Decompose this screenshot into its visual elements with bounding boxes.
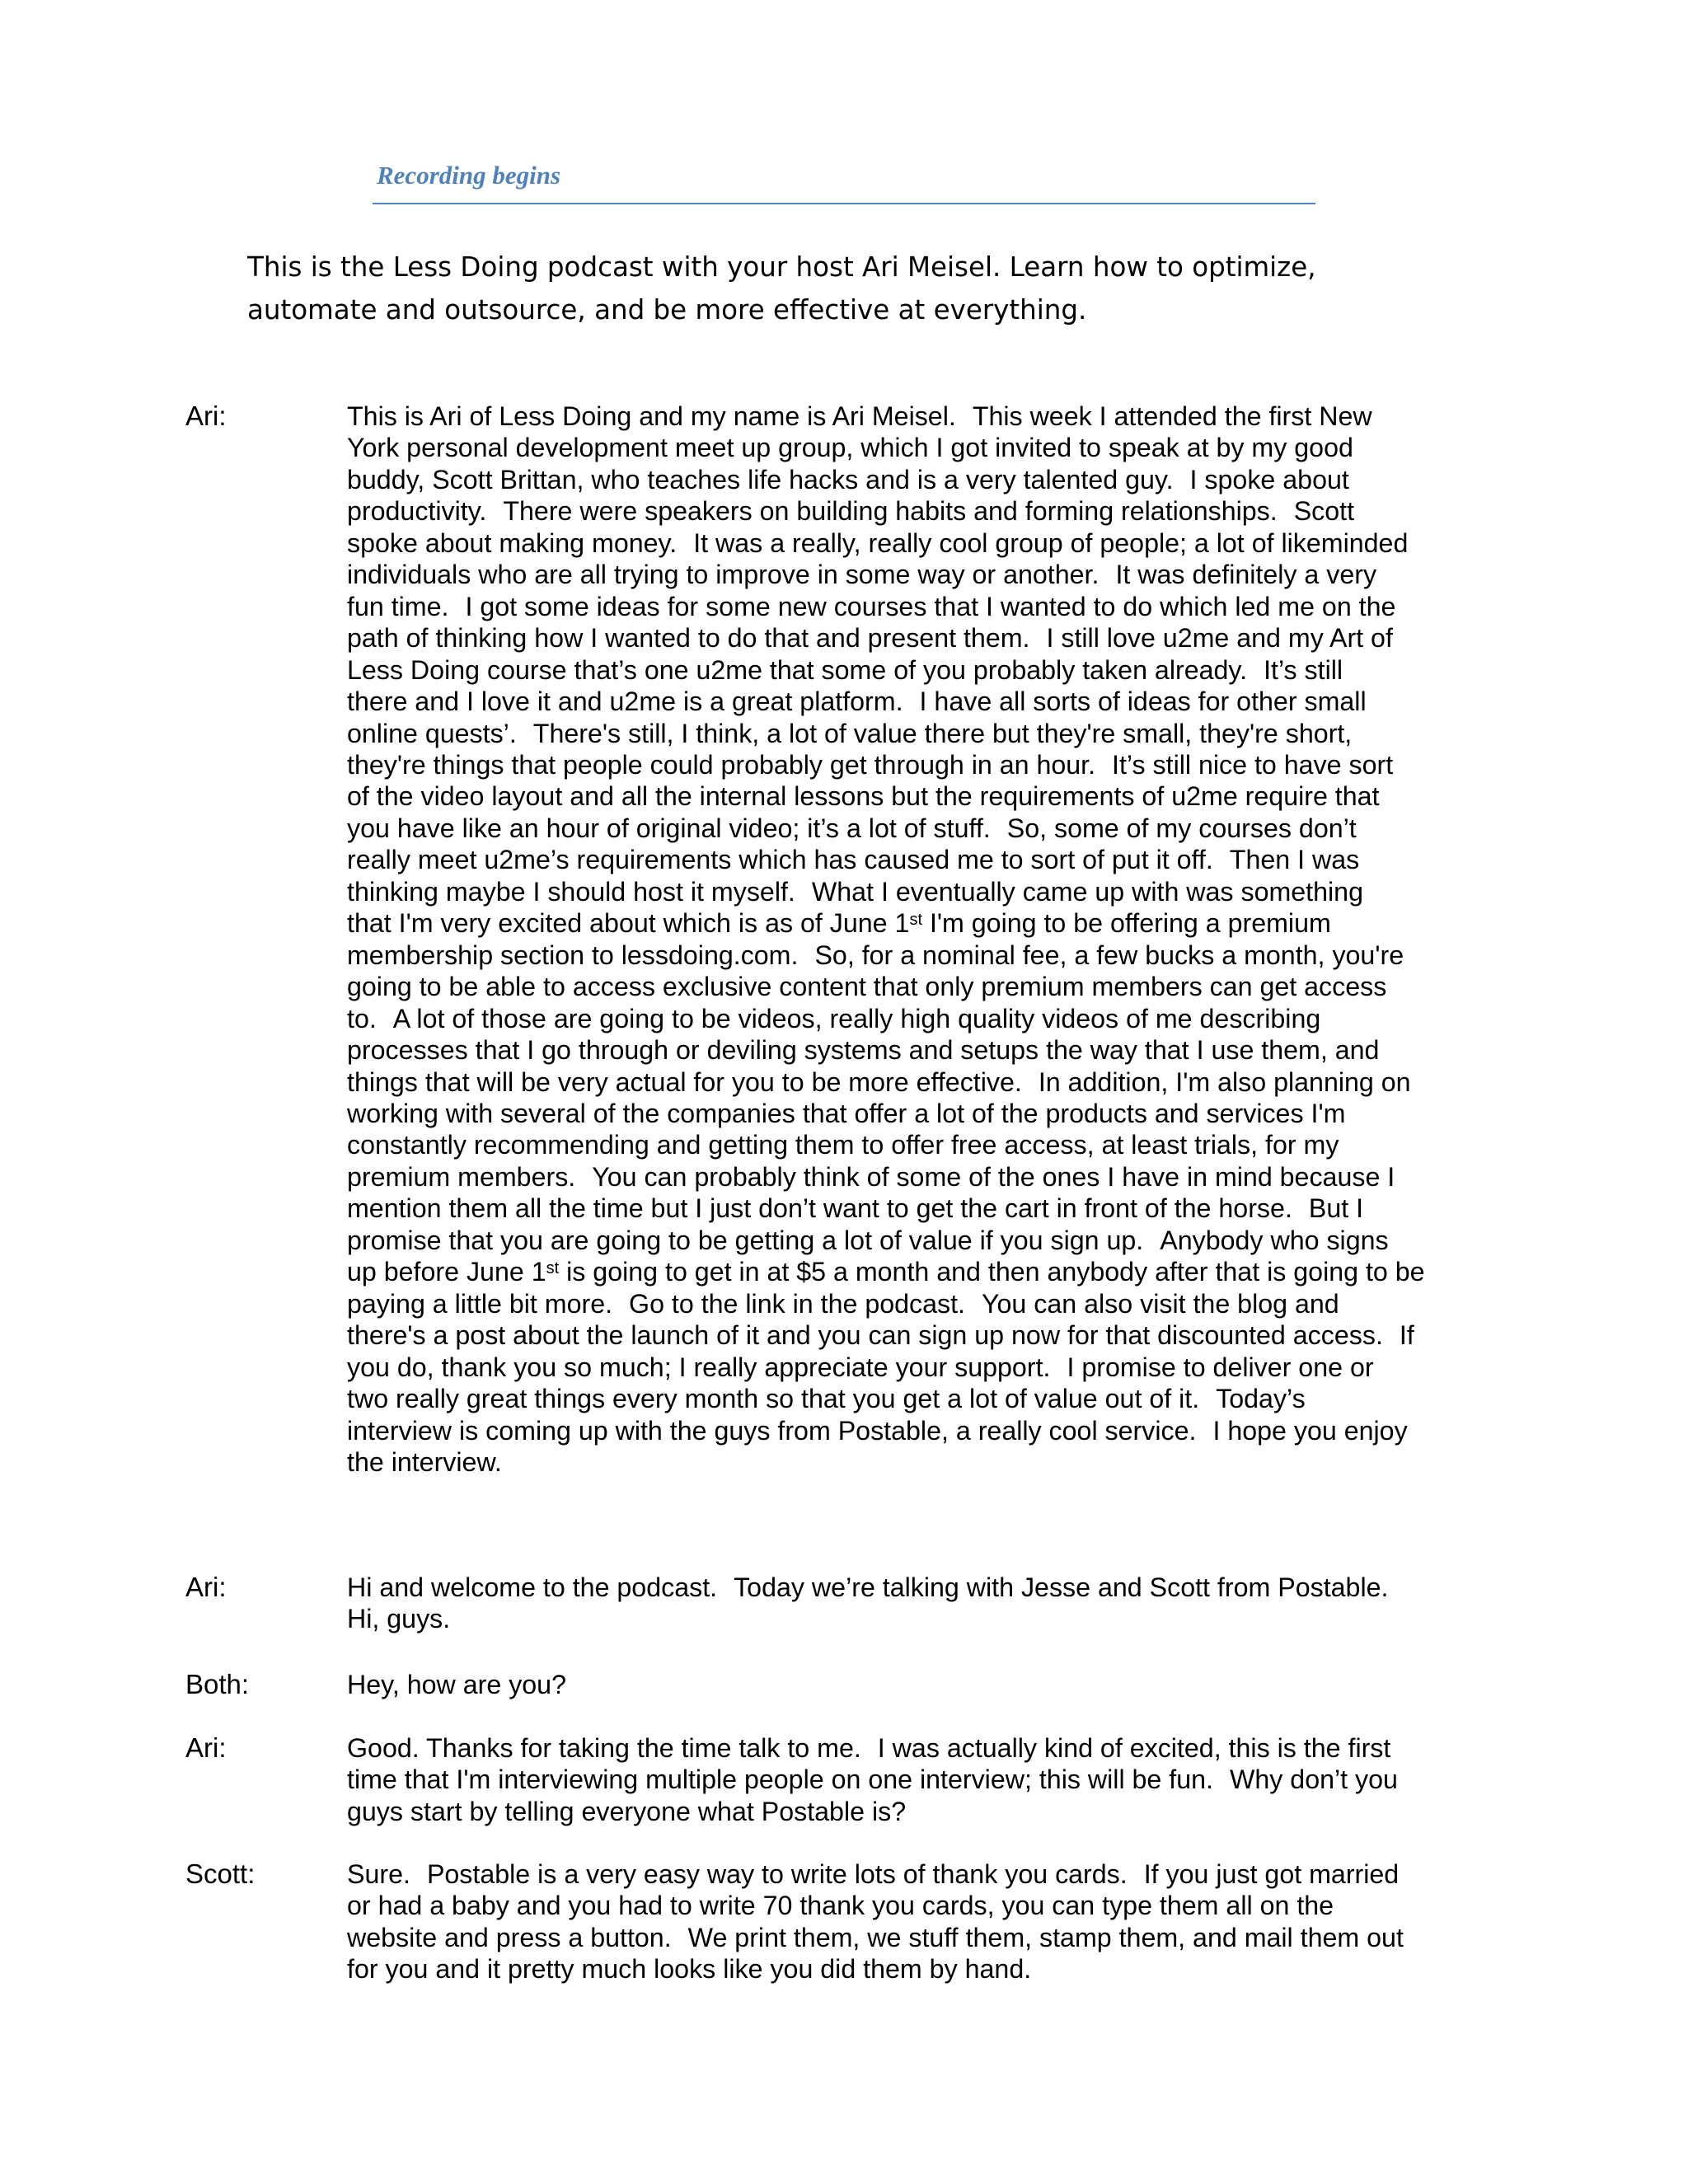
transcript-line: really meet u2me’s requirements which has caused me to sort of put it off. Then I was: [347, 845, 1360, 875]
transcript-line: you have like an hour of original video; it’s a lot of stuff. So, some of my courses don’t: [347, 813, 1357, 843]
transcript-line: working with several of the companies that offer a lot of the products and services I'm: [347, 1098, 1346, 1128]
transcript-line: interview is coming up with the guys from Postable, a really cool service. I hope you enjoy: [347, 1415, 1408, 1446]
transcript-line: of the video layout and all the internal lessons but the requirements of u2me require that: [347, 781, 1380, 812]
transcript-line: productivity. There were speakers on building habits and forming relationships. Scott: [347, 496, 1355, 527]
transcript-line: Hey, how are you?: [347, 1670, 566, 1699]
transcript-line: promise that you are going to be getting a lot of value if you sign up. Anybody who signs: [347, 1225, 1389, 1255]
intro-paragraph: [247, 246, 1401, 331]
transcript-line: you do, thank you so much; I really appreciate your support. I promise to deliver one or: [347, 1352, 1374, 1382]
transcript-line: Hi and welcome to the podcast. Today we’re talking with Jesse and Scott from Postable.: [347, 1572, 1389, 1602]
transcript-line: buddy, Scott Brittan, who teaches life hacks and is a very talented guy. I spoke about: [347, 464, 1349, 494]
transcript-line: membership section to lessdoing.com. So, for a nominal fee, a few bucks a month, you're: [347, 940, 1404, 970]
transcript-line: that I'm very excited about which is as of June 1st I'm going to be offering a premium: [347, 908, 1331, 939]
transcript-line: processes that I go through or deviling systems and setups the way that I use them, and: [347, 1035, 1380, 1066]
transcript-line: constantly recommending and getting them to offer free access, at least trials, for my: [347, 1130, 1339, 1160]
transcript-line: Less Doing course that’s one u2me that some of you probably taken already. It’s still: [347, 654, 1343, 685]
transcript-line: to. A lot of those are going to be videos, really high quality videos of me describing: [347, 1003, 1321, 1033]
turn-text: [347, 1732, 1398, 1827]
intro-line: automate and outsource, and be more effective at everything.: [247, 294, 1087, 326]
transcript-line: spoke about making money. It was a really, really cool group of people; a lot of likeminded: [347, 527, 1409, 558]
section-header: [373, 157, 1315, 204]
transcript-line: thinking maybe I should host it myself. What I eventually came up with was something: [347, 876, 1363, 907]
transcript-line: premium members. You can probably think of some of the ones I have in mind because I: [347, 1161, 1395, 1192]
header-title: Recording begins: [377, 161, 561, 190]
speaker-label: Ari:: [185, 1732, 227, 1763]
speaker-label: Ari:: [185, 401, 227, 431]
speaker-label: Ari:: [185, 1572, 227, 1602]
transcript-line: fun time. I got some ideas for some new courses that I wanted to do which led me on the: [347, 591, 1396, 621]
transcript-line: This is Ari of Less Doing and my name is Ari Meisel. This week I attended the first New: [347, 401, 1372, 431]
transcript-line: for you and it pretty much looks like you did them by hand.: [347, 1954, 1032, 1985]
transcript-line: guys start by telling everyone what Postable is?: [347, 1796, 907, 1826]
transcript-line: website and press a button. We print them, we stuff them, stamp them, and mail them out: [347, 1922, 1404, 1952]
transcript-line: the interview.: [347, 1446, 502, 1477]
transcript-line: things that will be very actual for you to be more effective. In addition, I'm also planning on: [347, 1066, 1411, 1097]
transcript-line: York personal development meet up group, which I got invited to speak at by my good: [347, 433, 1353, 463]
transcript-line: they're things that people could probably get through in an hour. It’s still nice to have sort: [347, 749, 1394, 780]
transcript-line: Sure. Postable is a very easy way to write lots of thank you cards. If you just got married: [347, 1859, 1400, 1889]
transcript-line: going to be able to access exclusive content that only premium members can get access: [347, 972, 1387, 1002]
transcript-line: paying a little bit more. Go to the link in the podcast. You can also visit the blog and: [347, 1288, 1339, 1319]
transcript-line: there and I love it and u2me is a great platform. I have all sorts of ideas for other small: [347, 687, 1367, 717]
transcript-line: online quests’. There's still, I think, a lot of value there but they're small, they're short,: [347, 718, 1353, 748]
turn-text: [347, 1669, 566, 1700]
transcript-line: time that I'm interviewing multiple people on one interview; this will be fun. Why don’t you: [347, 1765, 1398, 1795]
transcript-line: mention them all the time but I just don’t want to get the cart in front of the horse. But I: [347, 1193, 1364, 1224]
transcript-line: up before June 1st is going to get in at $5 a month and then anybody after that is going to be: [347, 1257, 1425, 1287]
turn-text: [347, 401, 1425, 1478]
transcript-line: Good. Thanks for taking the time talk to me. I was actually kind of excited, this is the first: [347, 1733, 1391, 1763]
transcript-line: or had a baby and you had to write 70 thank you cards, you can type them all on the: [347, 1891, 1334, 1921]
transcript-line: two really great things every month so that you get a lot of value out of it. Today’s: [347, 1384, 1306, 1414]
turn-text: [347, 1858, 1404, 1985]
transcript-line: path of thinking how I wanted to do that and present them. I still love u2me and my Art of: [347, 623, 1393, 654]
transcript-line: there's a post about the launch of it and you can sign up now for that discounted access. If: [347, 1320, 1414, 1351]
speaker-label: Both:: [185, 1669, 250, 1699]
speaker-label: Scott:: [185, 1858, 256, 1889]
transcript-line: individuals who are all trying to improve in some way or another. It was definitely a very: [347, 560, 1377, 590]
transcript-line: Hi, guys.: [347, 1604, 451, 1634]
turn-text: [347, 1572, 1388, 1635]
intro-line: This is the Less Doing podcast with your host Ari Meisel. Learn how to optimize,: [247, 251, 1316, 283]
